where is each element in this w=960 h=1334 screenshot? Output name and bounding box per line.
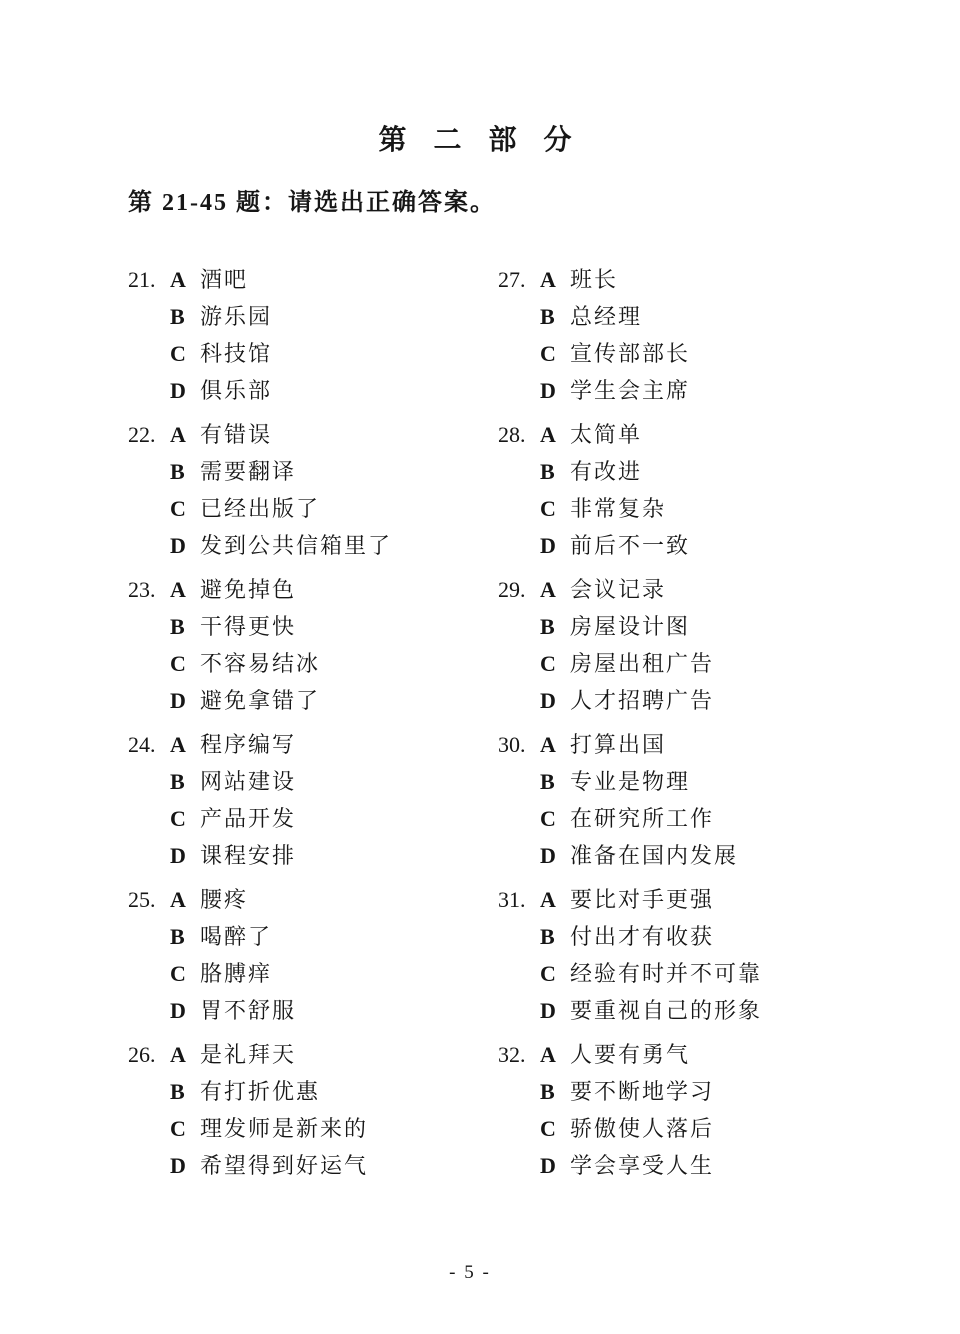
option-letter: D xyxy=(540,533,556,558)
option-letter: D xyxy=(170,688,186,713)
question-block xyxy=(128,571,498,719)
question-number: 29. xyxy=(498,577,526,602)
options-list xyxy=(540,261,960,409)
option-letter: C xyxy=(170,651,186,676)
options-list xyxy=(540,726,960,874)
answer-option xyxy=(170,335,498,372)
options-list xyxy=(540,881,960,1029)
option-text: 课程安排 xyxy=(200,843,297,868)
option-text: 人才招聘广告 xyxy=(570,688,715,713)
answer-option xyxy=(170,1073,498,1110)
option-text: 胃不舒服 xyxy=(200,998,297,1023)
answer-option xyxy=(170,800,498,837)
option-text: 发到公共信箱里了 xyxy=(200,533,393,558)
question-number: 28. xyxy=(498,422,526,447)
answer-option xyxy=(170,490,498,527)
question-number: 31. xyxy=(498,887,526,912)
question-block xyxy=(128,881,498,1029)
answer-option xyxy=(170,726,498,763)
answer-option xyxy=(170,918,498,955)
answer-option xyxy=(540,763,960,800)
options-list xyxy=(540,571,960,719)
question-number: 24. xyxy=(128,732,156,757)
options-list xyxy=(170,261,498,409)
option-letter: C xyxy=(540,806,556,831)
option-text: 会议记录 xyxy=(570,577,667,602)
question-number: 23. xyxy=(128,577,156,602)
options-list xyxy=(540,1036,960,1184)
option-text: 要重视自己的形象 xyxy=(570,998,763,1023)
question-block xyxy=(498,1036,960,1184)
section-title: 第 二 部 分 xyxy=(378,125,582,156)
option-letter: B xyxy=(170,614,185,639)
option-text: 有错误 xyxy=(200,422,273,447)
option-text: 腰疼 xyxy=(200,887,249,912)
option-text: 避免拿错了 xyxy=(200,688,321,713)
answer-option xyxy=(170,645,498,682)
question-block xyxy=(498,881,960,1029)
option-text: 付出才有收获 xyxy=(570,924,715,949)
question-number: 27. xyxy=(498,267,526,292)
option-letter: A xyxy=(170,267,186,292)
options-list xyxy=(170,881,498,1029)
option-letter: B xyxy=(540,304,555,329)
answer-option xyxy=(170,682,498,719)
option-letter: A xyxy=(540,887,556,912)
option-text: 专业是物理 xyxy=(570,769,691,794)
question-block xyxy=(128,261,498,409)
option-letter: B xyxy=(540,1079,555,1104)
option-text: 学会享受人生 xyxy=(570,1153,715,1178)
question-block xyxy=(498,261,960,409)
option-text: 学生会主席 xyxy=(570,378,691,403)
option-text: 前后不一致 xyxy=(570,533,691,558)
answer-option xyxy=(540,527,960,564)
question-number: 26. xyxy=(128,1042,156,1067)
answer-option xyxy=(540,608,960,645)
option-letter: A xyxy=(540,732,556,757)
option-letter: D xyxy=(540,998,556,1023)
option-text: 避免掉色 xyxy=(200,577,297,602)
answer-option xyxy=(540,298,960,335)
question-block xyxy=(498,726,960,874)
question-block xyxy=(128,726,498,874)
questions-column-left xyxy=(128,261,498,1191)
option-text: 准备在国内发展 xyxy=(570,843,739,868)
option-letter: C xyxy=(540,341,556,366)
option-text: 俱乐部 xyxy=(200,378,273,403)
option-text: 干得更快 xyxy=(200,614,297,639)
option-text: 非常复杂 xyxy=(570,496,667,521)
option-text: 是礼拜天 xyxy=(200,1042,297,1067)
option-letter: A xyxy=(540,422,556,447)
option-text: 不容易结冰 xyxy=(200,651,321,676)
option-letter: A xyxy=(170,887,186,912)
answer-option xyxy=(540,571,960,608)
option-letter: C xyxy=(170,1116,186,1141)
question-number: 21. xyxy=(128,267,156,292)
options-list xyxy=(170,571,498,719)
option-letter: D xyxy=(540,1153,556,1178)
option-letter: B xyxy=(170,1079,185,1104)
option-letter: C xyxy=(540,1116,556,1141)
option-text: 理发师是新来的 xyxy=(200,1116,369,1141)
option-text: 房屋设计图 xyxy=(570,614,691,639)
option-letter: C xyxy=(170,806,186,831)
answer-option xyxy=(540,992,960,1029)
answer-option xyxy=(170,955,498,992)
answer-option xyxy=(170,372,498,409)
answer-option xyxy=(540,453,960,490)
option-letter: C xyxy=(170,496,186,521)
answer-option xyxy=(540,1110,960,1147)
answer-option xyxy=(540,800,960,837)
answer-option xyxy=(170,1147,498,1184)
options-list xyxy=(170,1036,498,1184)
option-letter: B xyxy=(540,614,555,639)
answer-option xyxy=(170,416,498,453)
option-text: 希望得到好运气 xyxy=(200,1153,369,1178)
answer-option xyxy=(540,416,960,453)
page-number: - 5 - xyxy=(449,1262,491,1283)
option-text: 在研究所工作 xyxy=(570,806,715,831)
option-letter: D xyxy=(540,843,556,868)
option-letter: A xyxy=(170,732,186,757)
option-text: 经验有时并不可靠 xyxy=(570,961,763,986)
question-number: 32. xyxy=(498,1042,526,1067)
option-text: 酒吧 xyxy=(200,267,249,292)
option-text: 网站建设 xyxy=(200,769,297,794)
question-block xyxy=(498,416,960,564)
option-text: 胳膊痒 xyxy=(200,961,273,986)
option-letter: B xyxy=(170,459,185,484)
option-letter: D xyxy=(540,378,556,403)
answer-option xyxy=(540,726,960,763)
answer-option xyxy=(540,955,960,992)
option-text: 总经理 xyxy=(570,304,643,329)
answer-option xyxy=(170,453,498,490)
option-letter: A xyxy=(170,422,186,447)
answer-option xyxy=(540,682,960,719)
answer-option xyxy=(170,261,498,298)
answer-option xyxy=(540,490,960,527)
option-text: 班长 xyxy=(570,267,619,292)
option-letter: A xyxy=(540,267,556,292)
options-list xyxy=(170,726,498,874)
option-text: 程序编写 xyxy=(200,732,297,757)
option-text: 喝醉了 xyxy=(200,924,273,949)
option-letter: A xyxy=(540,577,556,602)
option-letter: B xyxy=(170,769,185,794)
answer-option xyxy=(540,1147,960,1184)
option-letter: B xyxy=(540,459,555,484)
option-letter: C xyxy=(540,961,556,986)
option-text: 有打折优惠 xyxy=(200,1079,321,1104)
answer-option xyxy=(170,1036,498,1073)
answer-option xyxy=(170,837,498,874)
answer-option xyxy=(540,918,960,955)
answer-option xyxy=(540,1073,960,1110)
questions-grid xyxy=(0,261,960,1191)
option-text: 骄傲使人落后 xyxy=(570,1116,715,1141)
options-list xyxy=(170,416,498,564)
option-letter: D xyxy=(170,843,186,868)
option-text: 打算出国 xyxy=(570,732,667,757)
option-text: 需要翻译 xyxy=(200,459,297,484)
option-letter: D xyxy=(170,1153,186,1178)
option-letter: B xyxy=(170,304,185,329)
question-block xyxy=(128,1036,498,1184)
option-letter: D xyxy=(170,378,186,403)
answer-option xyxy=(540,335,960,372)
answer-option xyxy=(540,1036,960,1073)
option-text: 太简单 xyxy=(570,422,643,447)
option-text: 房屋出租广告 xyxy=(570,651,715,676)
question-number: 22. xyxy=(128,422,156,447)
question-block xyxy=(128,416,498,564)
option-letter: B xyxy=(170,924,185,949)
answer-option xyxy=(540,372,960,409)
instructions-line: 第 21-45 题：请选出正确答案。 xyxy=(128,190,496,216)
option-letter: A xyxy=(170,577,186,602)
option-letter: A xyxy=(540,1042,556,1067)
answer-option xyxy=(170,608,498,645)
option-text: 宣传部部长 xyxy=(570,341,691,366)
option-text: 已经出版了 xyxy=(200,496,321,521)
option-letter: A xyxy=(170,1042,186,1067)
option-text: 游乐园 xyxy=(200,304,273,329)
option-text: 科技馆 xyxy=(200,341,273,366)
option-text: 产品开发 xyxy=(200,806,297,831)
option-letter: B xyxy=(540,769,555,794)
questions-column-right xyxy=(498,261,960,1191)
answer-option xyxy=(540,261,960,298)
option-letter: C xyxy=(540,651,556,676)
option-text: 要比对手更强 xyxy=(570,887,715,912)
option-letter: B xyxy=(540,924,555,949)
answer-option xyxy=(540,645,960,682)
answer-option xyxy=(170,763,498,800)
option-text: 有改进 xyxy=(570,459,643,484)
option-text: 人要有勇气 xyxy=(570,1042,691,1067)
answer-option xyxy=(170,527,498,564)
option-letter: D xyxy=(170,998,186,1023)
question-number: 25. xyxy=(128,887,156,912)
option-letter: D xyxy=(170,533,186,558)
answer-option xyxy=(170,881,498,918)
question-number: 30. xyxy=(498,732,526,757)
option-letter: C xyxy=(170,341,186,366)
question-block xyxy=(498,571,960,719)
answer-option xyxy=(170,571,498,608)
option-letter: C xyxy=(170,961,186,986)
answer-option xyxy=(170,298,498,335)
answer-option xyxy=(170,992,498,1029)
answer-option xyxy=(170,1110,498,1147)
answer-option xyxy=(540,881,960,918)
options-list xyxy=(540,416,960,564)
option-text: 要不断地学习 xyxy=(570,1079,715,1104)
option-letter: C xyxy=(540,496,556,521)
option-letter: D xyxy=(540,688,556,713)
answer-option xyxy=(540,837,960,874)
